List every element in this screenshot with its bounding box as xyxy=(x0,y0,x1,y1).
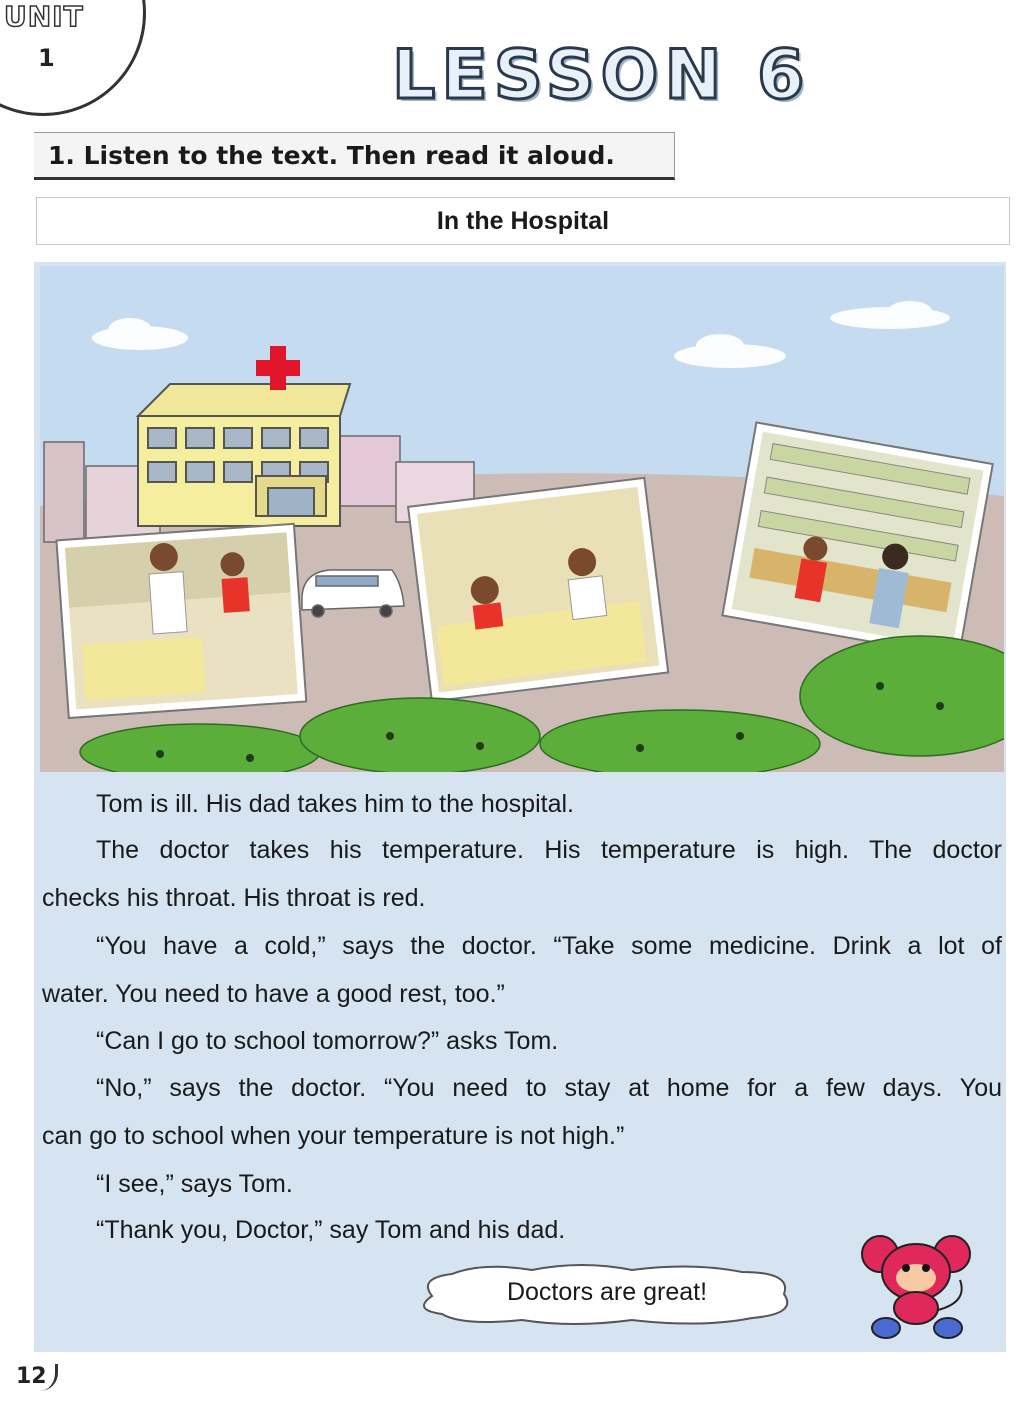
story-title-box xyxy=(36,197,1010,245)
page-number: 12 xyxy=(12,1364,58,1391)
mouse-mascot-icon xyxy=(856,1232,976,1344)
hospital-illustration xyxy=(40,266,1004,772)
story-line-10: “Thank you, Doctor,” say Tom and his dad. xyxy=(96,1216,566,1244)
lesson-title: LESSON 6 xyxy=(392,36,811,115)
unit-number: 1 xyxy=(38,44,55,72)
story-line-8: can go to school when your temperature is not high.” xyxy=(42,1122,625,1150)
story-line-1: Tom is ill. His dad takes him to the hospital. xyxy=(96,790,574,818)
story-line-5: water. You need to have a good rest, too.” xyxy=(42,980,505,1008)
instruction-text: 1. Listen to the text. Then read it aloud. xyxy=(48,141,615,170)
story-line-3: checks his throat. His throat is red. xyxy=(42,884,426,912)
instruction-bar xyxy=(34,132,675,180)
story-line-2: The doctor takes his temperature. His temperature is high. The doctor xyxy=(96,836,1002,864)
story-line-6: “Can I go to school tomorrow?” asks Tom. xyxy=(96,1027,559,1055)
story-line-7: “No,” says the doctor. “You need to stay at home for a few days. You xyxy=(96,1074,1002,1102)
unit-word: UNIT xyxy=(4,0,84,33)
story-title: In the Hospital xyxy=(436,207,610,235)
story-line-9: “I see,” says Tom. xyxy=(96,1170,293,1198)
story-line-4: “You have a cold,” says the doctor. “Take some medicine. Drink a lot of xyxy=(96,932,1002,960)
speech-bubble-text: Doctors are great! xyxy=(506,1278,708,1306)
